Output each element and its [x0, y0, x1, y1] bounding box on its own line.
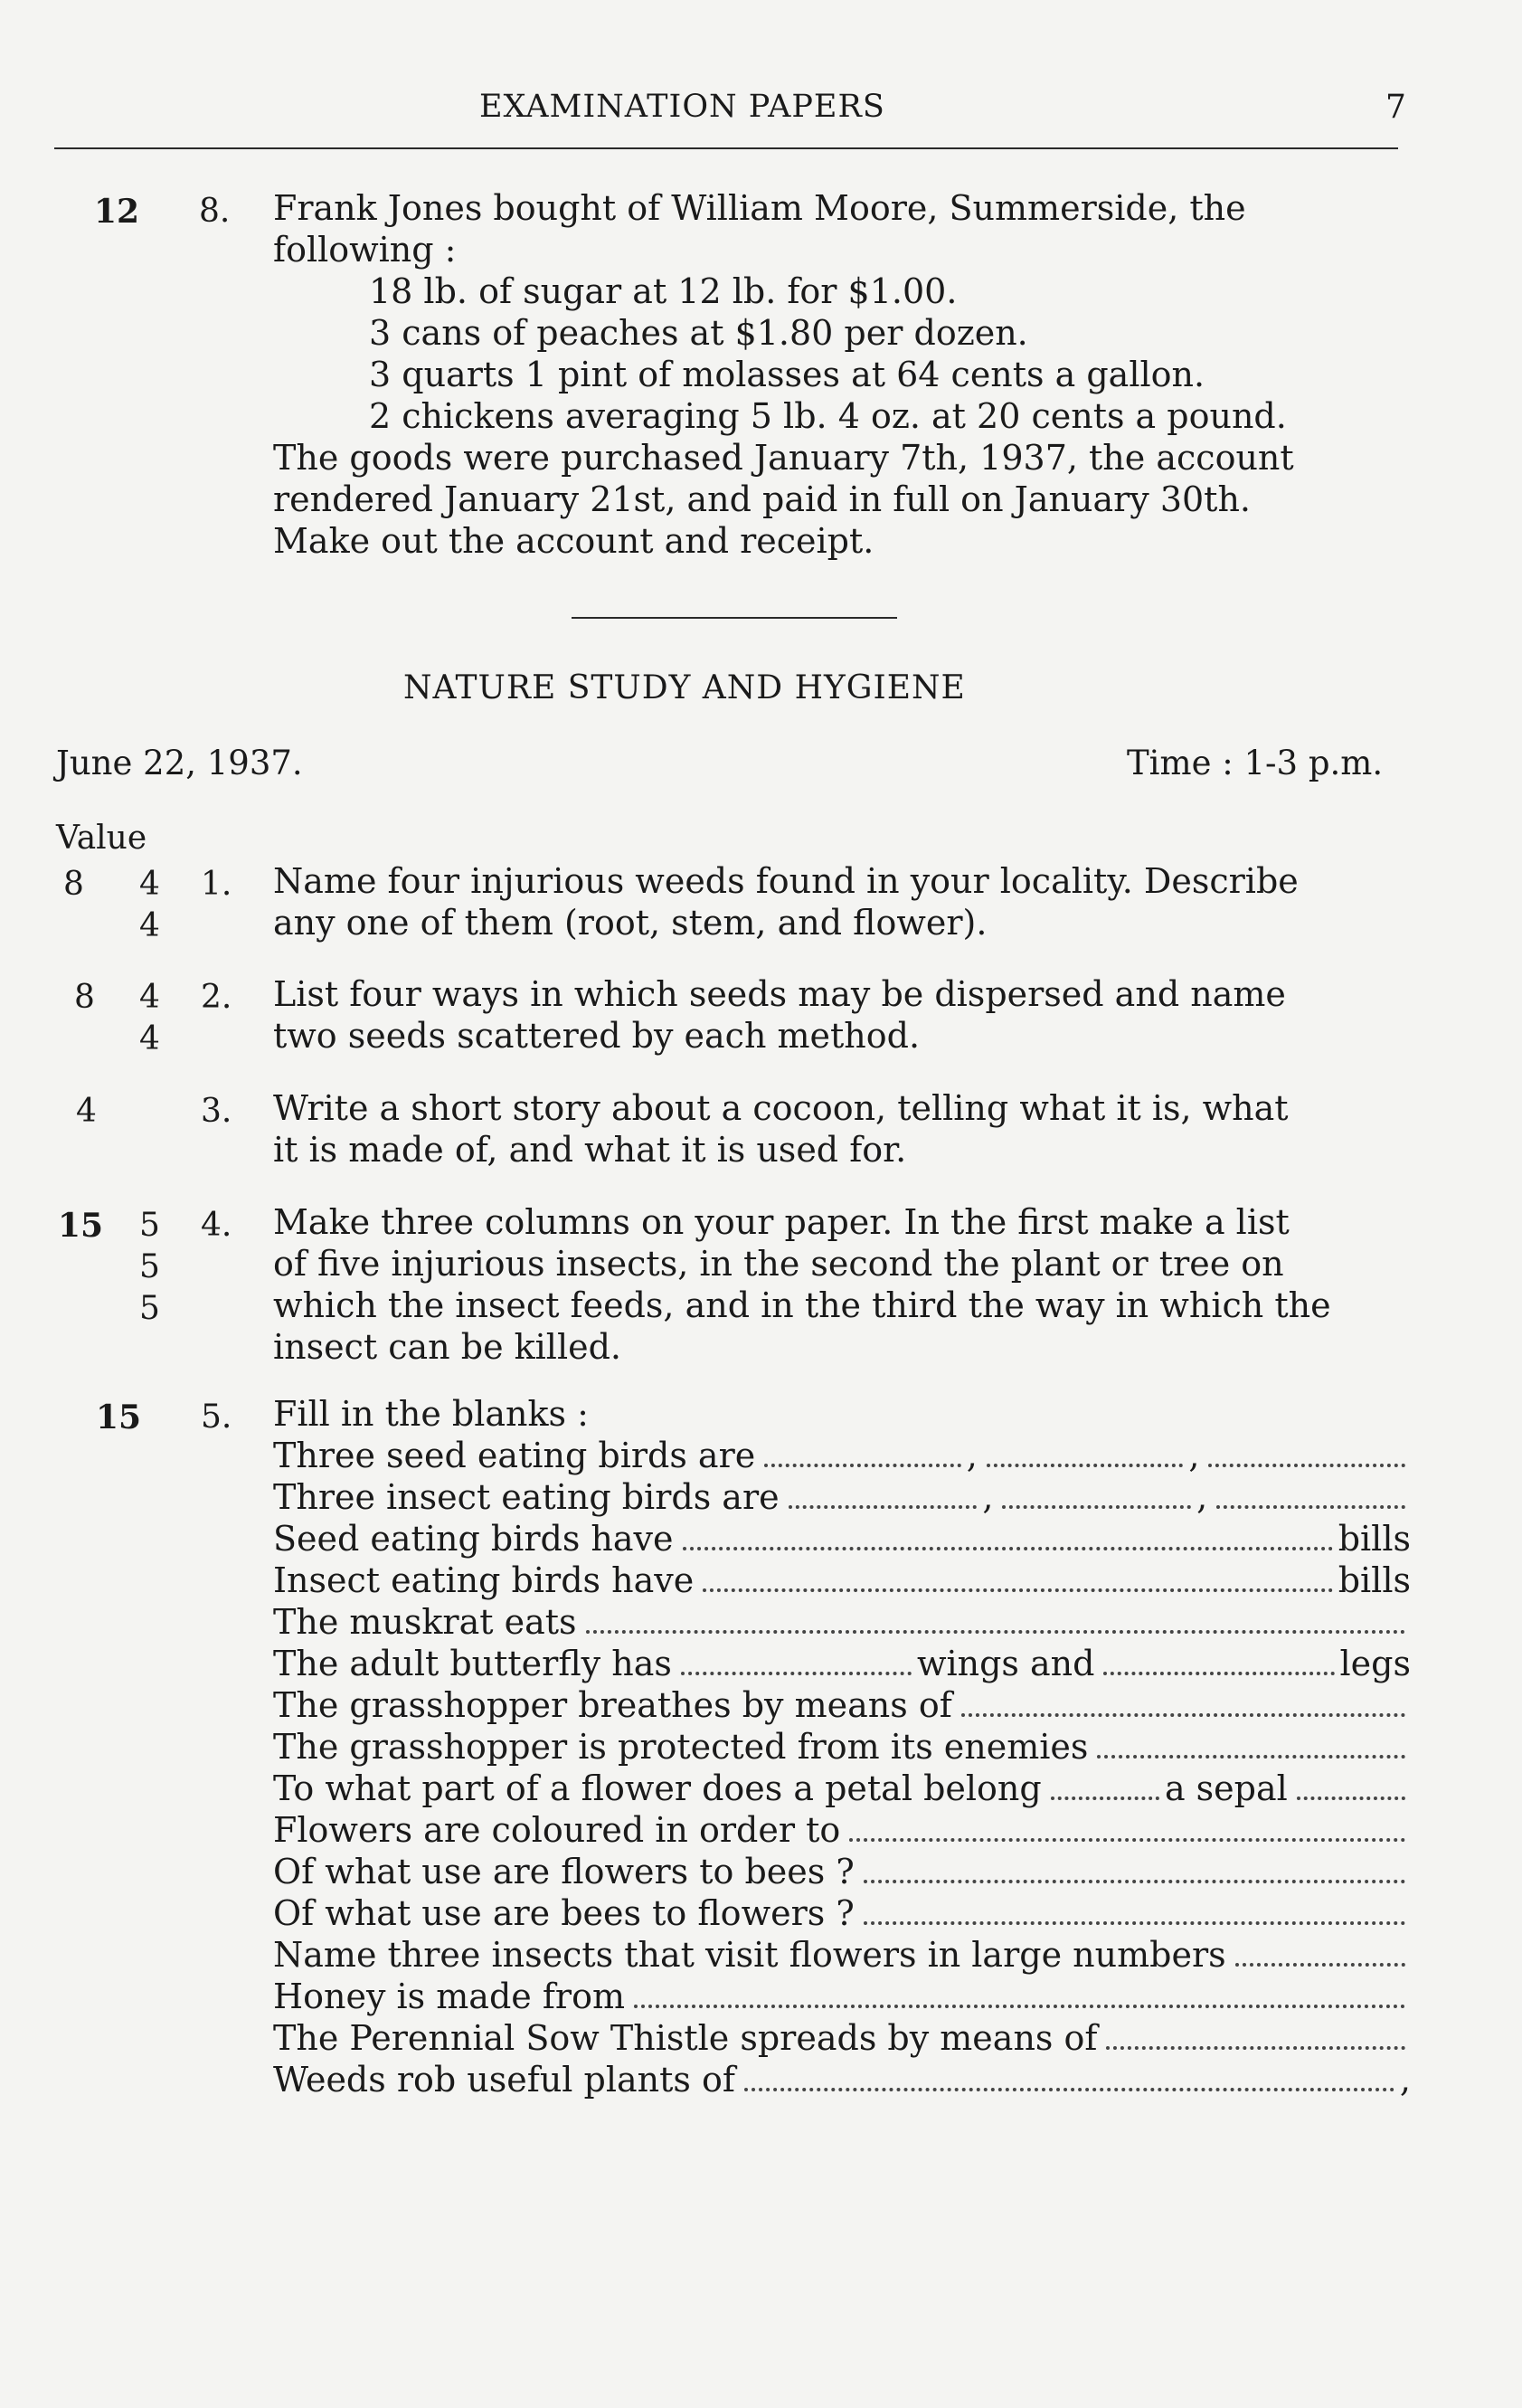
- blank-separator: ,: [1188, 1436, 1200, 1475]
- question-3-value: 4: [76, 1093, 97, 1130]
- question-4-line: of five injurious insects, in the second the plant or tree on: [273, 1244, 1284, 1284]
- question-8-line: following :: [273, 230, 457, 270]
- question-1-subvalue: 4: [139, 866, 160, 903]
- blank-dots: [634, 2005, 1405, 2008]
- exam-time: Time : 1-3 p.m.: [1127, 744, 1384, 782]
- question-1-value: 8: [63, 866, 84, 903]
- blank-line: [273, 1934, 1411, 1976]
- question-4-line: which the insect feeds, and in the third the way in which the: [273, 1285, 1331, 1325]
- blank-dots: [1097, 1755, 1405, 1759]
- blank-line: [273, 1726, 1411, 1768]
- blank-dots: [586, 1630, 1405, 1634]
- question-8-line: Make out the account and receipt.: [273, 521, 874, 561]
- blank-dots: [1297, 1797, 1405, 1800]
- blank-suffix: legs: [1339, 1644, 1411, 1683]
- blank-dots: [789, 1505, 978, 1509]
- question-8-line: Frank Jones bought of William Moore, Summerside, the: [273, 188, 1246, 228]
- blank-prompt: The Perennial Sow Thistle spreads by means of: [273, 2018, 1098, 2058]
- blank-prompt: Seed eating birds have: [273, 1519, 674, 1559]
- blank-dots: [1106, 2046, 1405, 2050]
- blank-prompt: The grasshopper is protected from its enemies: [273, 1727, 1089, 1767]
- blank-line: [273, 1435, 1411, 1476]
- blank-prompt: The adult butterfly has: [273, 1644, 672, 1683]
- blank-separator: ,: [966, 1436, 978, 1475]
- blank-prompt: Of what use are flowers to bees ?: [273, 1852, 855, 1891]
- question-8-line: rendered January 21st, and paid in full on January 30th.: [273, 479, 1251, 519]
- blank-prompt: Three seed eating birds are: [273, 1436, 756, 1475]
- blank-line: [273, 1560, 1411, 1601]
- question-4-line: Make three columns on your paper. In the first make a list: [273, 1202, 1290, 1242]
- question-8-text: [273, 187, 1413, 562]
- purchase-item: 2 chickens averaging 5 lb. 4 oz. at 20 cents a pound.: [369, 396, 1287, 436]
- blank-line: [273, 1892, 1411, 1934]
- blank-prompt: Of what use are bees to flowers ?: [273, 1893, 855, 1933]
- question-4-number: 4.: [201, 1207, 232, 1244]
- question-1-number: 1.: [201, 866, 232, 903]
- fill-in-blanks-list: [273, 1435, 1411, 2100]
- blank-separator: ,: [1196, 1477, 1208, 1517]
- blank-dots: [864, 1880, 1405, 1883]
- question-8-line: The goods were purchased January 7th, 1937, the account: [273, 438, 1294, 478]
- question-4-subvalue: 5: [139, 1290, 160, 1327]
- blank-line: [273, 1518, 1411, 1560]
- blank-prompt: Name three insects that visit flowers in large numbers: [273, 1935, 1226, 1975]
- blank-prompt: Weeds rob useful plants of: [273, 2060, 735, 2100]
- blank-line: [273, 1976, 1411, 2017]
- blank-dots: [1002, 1505, 1191, 1509]
- question-8-value: 12: [94, 193, 140, 231]
- blank-prompt: Three insect eating birds are: [273, 1477, 780, 1517]
- blank-dots: [864, 1921, 1405, 1925]
- blank-prompt: To what part of a flower does a petal belong: [273, 1768, 1042, 1808]
- question-5-value: 15: [96, 1398, 142, 1436]
- blank-suffix: ,: [1399, 2060, 1411, 2100]
- blank-prompt: Insect eating birds have: [273, 1560, 695, 1600]
- purchase-item: 3 cans of peaches at $1.80 per dozen.: [369, 313, 1028, 353]
- blank-dots: [703, 1588, 1333, 1592]
- blank-line: [273, 1809, 1411, 1851]
- question-3-line: it is made of, and what it is used for.: [273, 1130, 907, 1170]
- blank-dots: [764, 1464, 961, 1467]
- purchase-item: 3 quarts 1 pint of molasses at 64 cents a gallon.: [369, 355, 1205, 394]
- blank-middle: a sepal: [1164, 1768, 1288, 1808]
- blank-dots: [1216, 1505, 1405, 1509]
- purchase-item: 18 lb. of sugar at 12 lb. for $1.00.: [369, 271, 958, 311]
- question-2-subvalue: 4: [139, 979, 160, 1016]
- blank-prompt: Flowers are coloured in order to: [273, 1810, 841, 1850]
- page-number: 7: [1385, 89, 1406, 126]
- blank-dots: [681, 1672, 912, 1675]
- blank-line: [273, 2017, 1411, 2059]
- question-1-subvalue: 4: [139, 907, 160, 944]
- exam-date: June 22, 1937.: [56, 744, 303, 782]
- blank-line: [273, 2059, 1411, 2100]
- blank-line: [273, 1851, 1411, 1892]
- blank-prompt: Honey is made from: [273, 1977, 625, 2016]
- blank-suffix: bills: [1338, 1519, 1411, 1559]
- blank-dots: [1235, 1963, 1405, 1967]
- blank-line: [273, 1601, 1411, 1643]
- question-4-line: insect can be killed.: [273, 1327, 622, 1367]
- question-2-line: two seeds scattered by each method.: [273, 1016, 921, 1056]
- section-separator: [572, 617, 897, 619]
- blank-prompt: The grasshopper breathes by means of: [273, 1685, 952, 1725]
- question-1-line: Name four injurious weeds found in your locality. Describe: [273, 861, 1299, 901]
- question-3-line: Write a short story about a cocoon, telling what it is, what: [273, 1088, 1289, 1128]
- blank-suffix: bills: [1338, 1560, 1411, 1600]
- blank-dots: [1103, 1672, 1334, 1675]
- question-4-value: 15: [58, 1207, 104, 1245]
- question-3-number: 3.: [201, 1093, 232, 1130]
- blank-dots: [744, 2088, 1394, 2091]
- question-2-number: 2.: [201, 979, 232, 1016]
- blank-dots: [987, 1464, 1184, 1467]
- blank-separator: ,: [982, 1477, 994, 1517]
- question-4-subvalue: 5: [139, 1248, 160, 1285]
- blank-prompt: The muskrat eats: [273, 1602, 577, 1642]
- section-title: NATURE STUDY AND HYGIENE: [403, 669, 966, 706]
- question-5-number: 5.: [201, 1398, 232, 1436]
- question-2-line: List four ways in which seeds may be dispersed and name: [273, 974, 1286, 1014]
- blank-middle: wings and: [916, 1644, 1095, 1683]
- blank-line: [273, 1476, 1411, 1518]
- question-2-value: 8: [74, 979, 95, 1016]
- blank-dots: [849, 1838, 1405, 1842]
- running-head: EXAMINATION PAPERS: [479, 89, 885, 125]
- question-1-line: any one of them (root, stem, and flower).: [273, 903, 988, 943]
- value-column-label: Value: [56, 820, 147, 857]
- question-2-subvalue: 4: [139, 1020, 160, 1057]
- question-5-intro: Fill in the blanks :: [273, 1394, 589, 1434]
- question-8-number: 8.: [199, 193, 231, 230]
- blank-dots: [683, 1547, 1333, 1550]
- blank-line: [273, 1768, 1411, 1809]
- blank-dots: [1208, 1464, 1405, 1467]
- blank-line: [273, 1643, 1411, 1684]
- blank-line: [273, 1684, 1411, 1726]
- header-rule: [54, 147, 1398, 149]
- blank-dots: [961, 1713, 1405, 1717]
- question-4-subvalue: 5: [139, 1207, 160, 1244]
- blank-dots: [1051, 1797, 1159, 1800]
